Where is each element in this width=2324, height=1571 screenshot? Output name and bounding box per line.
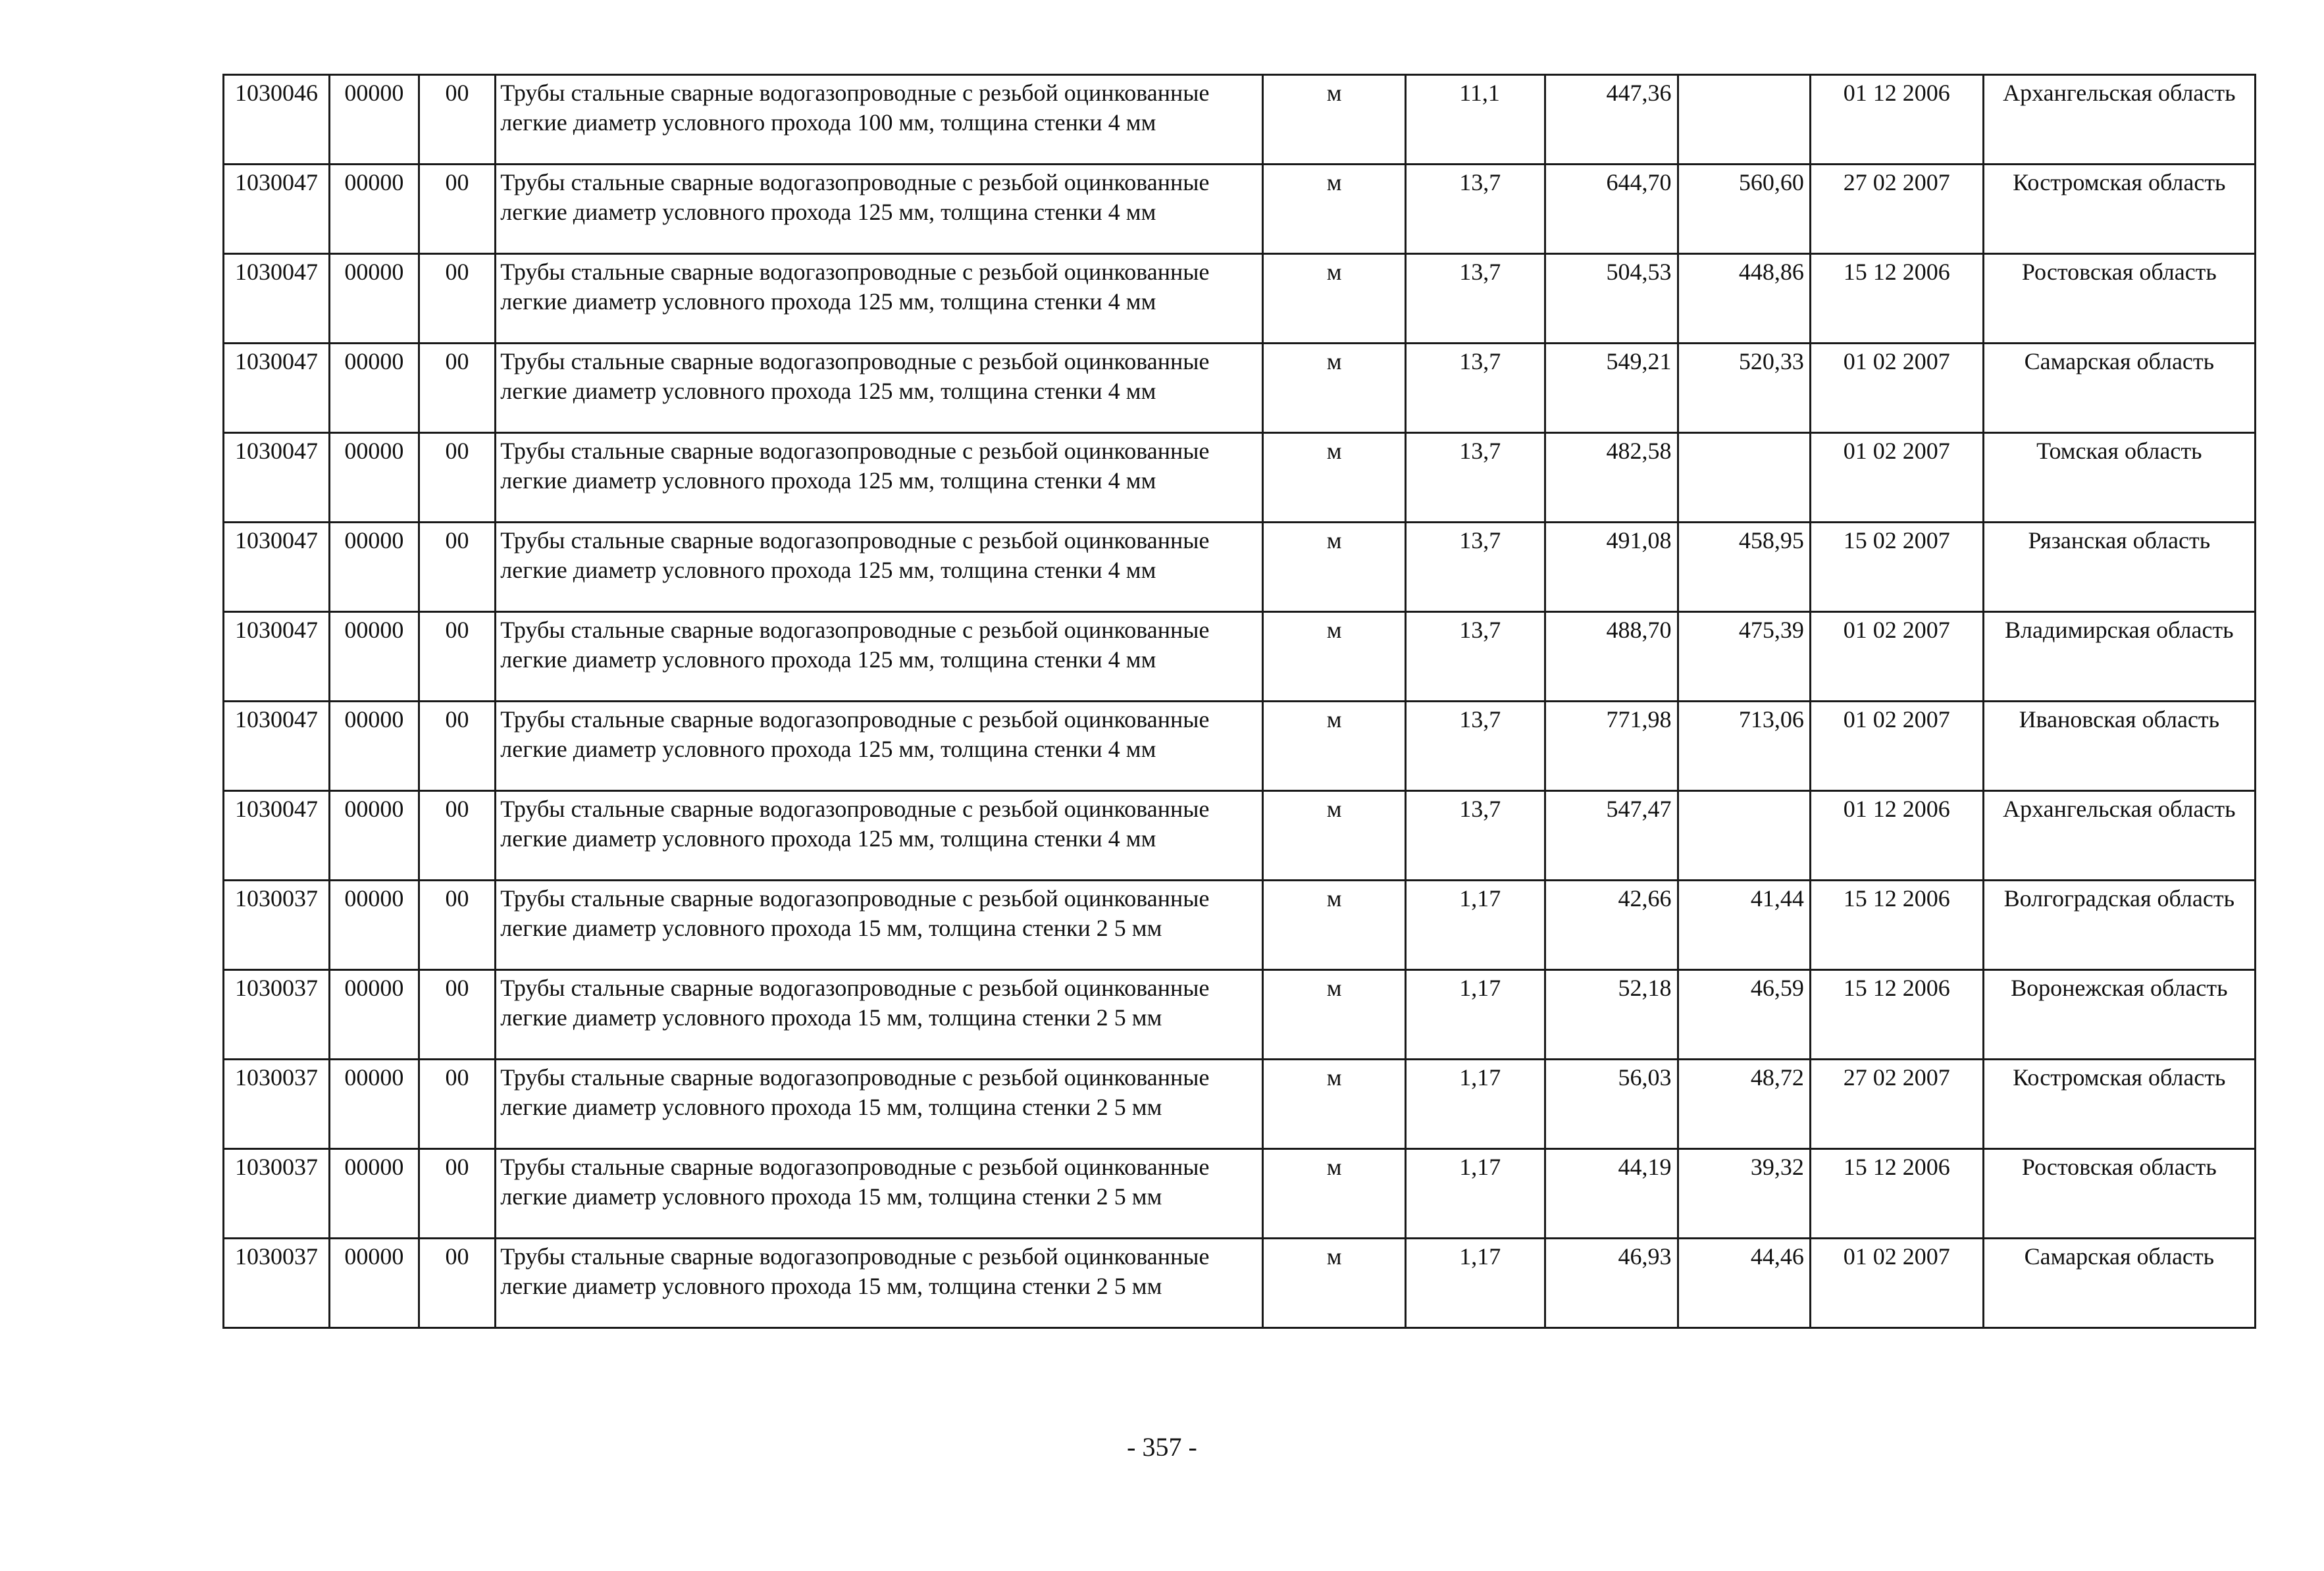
price-1-cell: 56,03 bbox=[1545, 1060, 1678, 1149]
date-cell: 27 02 2007 bbox=[1810, 165, 1983, 254]
weight-cell: 11,1 bbox=[1406, 75, 1545, 165]
zero-code-cell: 00 bbox=[419, 1060, 496, 1149]
region-cell: Рязанская область bbox=[1983, 523, 2255, 612]
table-row bbox=[224, 1060, 2256, 1149]
region-cell: Костромская область bbox=[1983, 1060, 2255, 1149]
table-row bbox=[224, 165, 2256, 254]
price-2-cell bbox=[1678, 433, 1810, 523]
item-name-cell: Трубы стальные сварные водогазопроводные с резьбой оцинкованные легкие диаметр условного прохода 100 мм, толщина стенки 4 мм bbox=[496, 75, 1263, 165]
price-2-cell: 39,32 bbox=[1678, 1149, 1810, 1239]
region-cell: Владимирская область bbox=[1983, 612, 2255, 702]
date-cell: 15 02 2007 bbox=[1810, 523, 1983, 612]
weight-cell: 1,17 bbox=[1406, 1149, 1545, 1239]
price-2-cell: 41,44 bbox=[1678, 881, 1810, 970]
subcode-cell: 00000 bbox=[330, 254, 419, 344]
date-cell: 01 12 2006 bbox=[1810, 75, 1983, 165]
item-name-cell: Трубы стальные сварные водогазопроводные с резьбой оцинкованные легкие диаметр условного прохода 125 мм, толщина стенки 4 мм bbox=[496, 523, 1263, 612]
item-code-cell: 1030047 bbox=[224, 344, 330, 433]
subcode-cell: 00000 bbox=[330, 612, 419, 702]
price-1-cell: 644,70 bbox=[1545, 165, 1678, 254]
subcode-cell: 00000 bbox=[330, 1149, 419, 1239]
price-1-cell: 504,53 bbox=[1545, 254, 1678, 344]
date-cell: 15 12 2006 bbox=[1810, 1149, 1983, 1239]
date-cell: 15 12 2006 bbox=[1810, 881, 1983, 970]
region-cell: Самарская область bbox=[1983, 344, 2255, 433]
item-code-cell: 1030037 bbox=[224, 1149, 330, 1239]
zero-code-cell: 00 bbox=[419, 791, 496, 881]
weight-cell: 13,7 bbox=[1406, 254, 1545, 344]
region-cell: Воронежская область bbox=[1983, 970, 2255, 1060]
zero-code-cell: 00 bbox=[419, 344, 496, 433]
date-cell: 01 02 2007 bbox=[1810, 1239, 1983, 1328]
table-row bbox=[224, 612, 2256, 702]
date-cell: 01 02 2007 bbox=[1810, 612, 1983, 702]
zero-code-cell: 00 bbox=[419, 523, 496, 612]
item-name-cell: Трубы стальные сварные водогазопроводные с резьбой оцинкованные легкие диаметр условного прохода 125 мм, толщина стенки 4 мм bbox=[496, 165, 1263, 254]
table-row bbox=[224, 702, 2256, 791]
region-cell: Самарская область bbox=[1983, 1239, 2255, 1328]
item-name-cell: Трубы стальные сварные водогазопроводные с резьбой оцинкованные легкие диаметр условного прохода 125 мм, толщина стенки 4 мм bbox=[496, 254, 1263, 344]
item-name-cell: Трубы стальные сварные водогазопроводные с резьбой оцинкованные легкие диаметр условного прохода 125 мм, толщина стенки 4 мм bbox=[496, 433, 1263, 523]
item-name-cell: Трубы стальные сварные водогазопроводные с резьбой оцинкованные легкие диаметр условного прохода 15 мм, толщина стенки 2 5 мм bbox=[496, 881, 1263, 970]
item-name-cell: Трубы стальные сварные водогазопроводные с резьбой оцинкованные легкие диаметр условного прохода 125 мм, толщина стенки 4 мм bbox=[496, 344, 1263, 433]
price-2-cell: 48,72 bbox=[1678, 1060, 1810, 1149]
page-number: - 357 - bbox=[1127, 1432, 1197, 1462]
unit-cell: м bbox=[1262, 791, 1405, 881]
subcode-cell: 00000 bbox=[330, 970, 419, 1060]
subcode-cell: 00000 bbox=[330, 75, 419, 165]
unit-cell: м bbox=[1262, 1060, 1405, 1149]
price-1-cell: 447,36 bbox=[1545, 75, 1678, 165]
item-code-cell: 1030047 bbox=[224, 702, 330, 791]
unit-cell: м bbox=[1262, 75, 1405, 165]
price-2-cell: 560,60 bbox=[1678, 165, 1810, 254]
region-cell: Ростовская область bbox=[1983, 254, 2255, 344]
date-cell: 15 12 2006 bbox=[1810, 970, 1983, 1060]
date-cell: 01 02 2007 bbox=[1810, 702, 1983, 791]
weight-cell: 13,7 bbox=[1406, 165, 1545, 254]
unit-cell: м bbox=[1262, 433, 1405, 523]
price-2-cell: 475,39 bbox=[1678, 612, 1810, 702]
zero-code-cell: 00 bbox=[419, 165, 496, 254]
unit-cell: м bbox=[1262, 612, 1405, 702]
price-1-cell: 482,58 bbox=[1545, 433, 1678, 523]
weight-cell: 13,7 bbox=[1406, 702, 1545, 791]
region-cell: Волгоградская область bbox=[1983, 881, 2255, 970]
date-cell: 01 02 2007 bbox=[1810, 433, 1983, 523]
region-cell: Архангельская область bbox=[1983, 75, 2255, 165]
item-name-cell: Трубы стальные сварные водогазопроводные с резьбой оцинкованные легкие диаметр условного прохода 15 мм, толщина стенки 2 5 мм bbox=[496, 970, 1263, 1060]
price-1-cell: 771,98 bbox=[1545, 702, 1678, 791]
subcode-cell: 00000 bbox=[330, 1060, 419, 1149]
item-name-cell: Трубы стальные сварные водогазопроводные с резьбой оцинкованные легкие диаметр условного прохода 125 мм, толщина стенки 4 мм bbox=[496, 702, 1263, 791]
item-code-cell: 1030047 bbox=[224, 612, 330, 702]
price-2-cell bbox=[1678, 791, 1810, 881]
unit-cell: м bbox=[1262, 1239, 1405, 1328]
item-code-cell: 1030047 bbox=[224, 433, 330, 523]
zero-code-cell: 00 bbox=[419, 970, 496, 1060]
weight-cell: 13,7 bbox=[1406, 612, 1545, 702]
item-code-cell: 1030037 bbox=[224, 970, 330, 1060]
unit-cell: м bbox=[1262, 523, 1405, 612]
region-cell: Ростовская область bbox=[1983, 1149, 2255, 1239]
price-1-cell: 491,08 bbox=[1545, 523, 1678, 612]
table-row bbox=[224, 433, 2256, 523]
unit-cell: м bbox=[1262, 881, 1405, 970]
date-cell: 01 12 2006 bbox=[1810, 791, 1983, 881]
table-row bbox=[224, 254, 2256, 344]
item-code-cell: 1030037 bbox=[224, 881, 330, 970]
table-row bbox=[224, 75, 2256, 165]
table-row bbox=[224, 970, 2256, 1060]
item-name-cell: Трубы стальные сварные водогазопроводные с резьбой оцинкованные легкие диаметр условного прохода 15 мм, толщина стенки 2 5 мм bbox=[496, 1149, 1263, 1239]
subcode-cell: 00000 bbox=[330, 702, 419, 791]
table-row bbox=[224, 1149, 2256, 1239]
zero-code-cell: 00 bbox=[419, 75, 496, 165]
item-code-cell: 1030047 bbox=[224, 791, 330, 881]
subcode-cell: 00000 bbox=[330, 344, 419, 433]
weight-cell: 1,17 bbox=[1406, 970, 1545, 1060]
item-name-cell: Трубы стальные сварные водогазопроводные с резьбой оцинкованные легкие диаметр условного прохода 125 мм, толщина стенки 4 мм bbox=[496, 612, 1263, 702]
table-body bbox=[224, 75, 2256, 1328]
price-2-cell: 448,86 bbox=[1678, 254, 1810, 344]
zero-code-cell: 00 bbox=[419, 612, 496, 702]
unit-cell: м bbox=[1262, 165, 1405, 254]
region-cell: Ивановская область bbox=[1983, 702, 2255, 791]
item-code-cell: 1030037 bbox=[224, 1060, 330, 1149]
price-2-cell: 44,46 bbox=[1678, 1239, 1810, 1328]
item-name-cell: Трубы стальные сварные водогазопроводные с резьбой оцинкованные легкие диаметр условного прохода 15 мм, толщина стенки 2 5 мм bbox=[496, 1060, 1263, 1149]
table-row bbox=[224, 523, 2256, 612]
price-1-cell: 46,93 bbox=[1545, 1239, 1678, 1328]
date-cell: 01 02 2007 bbox=[1810, 344, 1983, 433]
price-1-cell: 547,47 bbox=[1545, 791, 1678, 881]
zero-code-cell: 00 bbox=[419, 433, 496, 523]
table-row bbox=[224, 881, 2256, 970]
zero-code-cell: 00 bbox=[419, 702, 496, 791]
subcode-cell: 00000 bbox=[330, 791, 419, 881]
price-2-cell: 458,95 bbox=[1678, 523, 1810, 612]
price-1-cell: 44,19 bbox=[1545, 1149, 1678, 1239]
unit-cell: м bbox=[1262, 970, 1405, 1060]
weight-cell: 1,17 bbox=[1406, 881, 1545, 970]
price-2-cell: 46,59 bbox=[1678, 970, 1810, 1060]
subcode-cell: 00000 bbox=[330, 881, 419, 970]
table-row bbox=[224, 344, 2256, 433]
table-row bbox=[224, 791, 2256, 881]
price-2-cell bbox=[1678, 75, 1810, 165]
unit-cell: м bbox=[1262, 344, 1405, 433]
subcode-cell: 00000 bbox=[330, 1239, 419, 1328]
item-name-cell: Трубы стальные сварные водогазопроводные с резьбой оцинкованные легкие диаметр условного прохода 15 мм, толщина стенки 2 5 мм bbox=[496, 1239, 1263, 1328]
price-1-cell: 549,21 bbox=[1545, 344, 1678, 433]
zero-code-cell: 00 bbox=[419, 881, 496, 970]
unit-cell: м bbox=[1262, 254, 1405, 344]
zero-code-cell: 00 bbox=[419, 254, 496, 344]
table-row bbox=[224, 1239, 2256, 1328]
price-1-cell: 52,18 bbox=[1545, 970, 1678, 1060]
item-code-cell: 1030047 bbox=[224, 165, 330, 254]
zero-code-cell: 00 bbox=[419, 1239, 496, 1328]
region-cell: Томская область bbox=[1983, 433, 2255, 523]
date-cell: 27 02 2007 bbox=[1810, 1060, 1983, 1149]
weight-cell: 1,17 bbox=[1406, 1239, 1545, 1328]
weight-cell: 13,7 bbox=[1406, 791, 1545, 881]
item-name-cell: Трубы стальные сварные водогазопроводные с резьбой оцинкованные легкие диаметр условного прохода 125 мм, толщина стенки 4 мм bbox=[496, 791, 1263, 881]
weight-cell: 13,7 bbox=[1406, 344, 1545, 433]
unit-cell: м bbox=[1262, 702, 1405, 791]
price-2-cell: 520,33 bbox=[1678, 344, 1810, 433]
item-code-cell: 1030037 bbox=[224, 1239, 330, 1328]
price-1-cell: 488,70 bbox=[1545, 612, 1678, 702]
price-table bbox=[222, 74, 2256, 1329]
price-1-cell: 42,66 bbox=[1545, 881, 1678, 970]
weight-cell: 1,17 bbox=[1406, 1060, 1545, 1149]
item-code-cell: 1030046 bbox=[224, 75, 330, 165]
subcode-cell: 00000 bbox=[330, 165, 419, 254]
subcode-cell: 00000 bbox=[330, 433, 419, 523]
region-cell: Архангельская область bbox=[1983, 791, 2255, 881]
date-cell: 15 12 2006 bbox=[1810, 254, 1983, 344]
item-code-cell: 1030047 bbox=[224, 523, 330, 612]
price-2-cell: 713,06 bbox=[1678, 702, 1810, 791]
region-cell: Костромская область bbox=[1983, 165, 2255, 254]
weight-cell: 13,7 bbox=[1406, 523, 1545, 612]
zero-code-cell: 00 bbox=[419, 1149, 496, 1239]
unit-cell: м bbox=[1262, 1149, 1405, 1239]
subcode-cell: 00000 bbox=[330, 523, 419, 612]
weight-cell: 13,7 bbox=[1406, 433, 1545, 523]
item-code-cell: 1030047 bbox=[224, 254, 330, 344]
